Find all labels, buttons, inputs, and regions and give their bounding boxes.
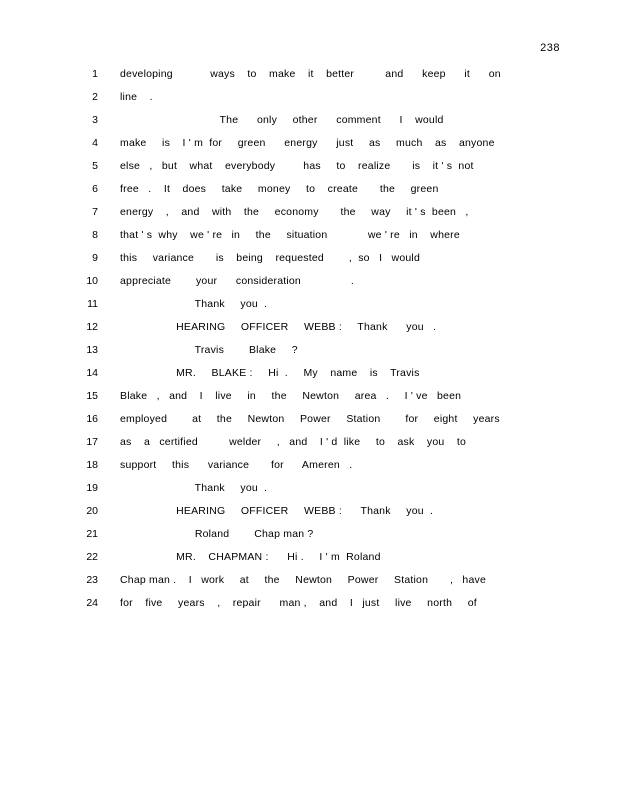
line-number: 22	[86, 551, 98, 563]
line-number: 1	[92, 68, 98, 80]
transcript-line	[0, 367, 618, 390]
line-text: else , but what everybody has to realize is it ' s not	[120, 160, 474, 172]
line-number: 24	[86, 597, 98, 609]
transcript-line	[0, 551, 618, 574]
line-number: 2	[92, 91, 98, 103]
transcript-body	[0, 68, 618, 620]
line-number: 7	[92, 206, 98, 218]
transcript-line	[0, 298, 618, 321]
line-number: 9	[92, 252, 98, 264]
transcript-line	[0, 229, 618, 252]
transcript-line	[0, 597, 618, 620]
transcript-line	[0, 137, 618, 160]
line-text: support this variance for Ameren .	[120, 459, 353, 471]
line-text: make is I ' m for green energy just as much as anyone	[120, 137, 495, 149]
line-number: 19	[86, 482, 98, 494]
line-text: MR. CHAPMAN : Hi . I ' m Roland	[120, 551, 381, 563]
line-text: free . It does take money to create the green	[120, 183, 439, 195]
line-text: energy , and with the economy the way it ' s been ,	[120, 206, 469, 218]
line-number: 13	[86, 344, 98, 356]
line-number: 18	[86, 459, 98, 471]
transcript-line	[0, 206, 618, 229]
page-number: 238	[540, 42, 560, 54]
line-text: appreciate your consideration .	[120, 275, 354, 287]
transcript-line	[0, 528, 618, 551]
line-text: Thank you .	[120, 298, 268, 310]
transcript-line	[0, 390, 618, 413]
transcript-line	[0, 91, 618, 114]
line-number: 20	[86, 505, 98, 517]
line-text: Blake , and I live in the Newton area . I ' ve been	[120, 390, 462, 402]
line-number: 15	[86, 390, 98, 402]
line-number: 4	[92, 137, 98, 149]
transcript-line	[0, 482, 618, 505]
line-number: 12	[86, 321, 98, 333]
line-number: 16	[86, 413, 98, 425]
transcript-line	[0, 114, 618, 137]
line-text: this variance is being requested , so I would	[120, 252, 420, 264]
line-text: HEARING OFFICER WEBB : Thank you .	[120, 505, 434, 517]
line-number: 6	[92, 183, 98, 195]
transcript-line	[0, 275, 618, 298]
transcript-line	[0, 574, 618, 597]
transcript-line	[0, 436, 618, 459]
line-text: for five years , repair man , and I just live north of	[120, 597, 477, 609]
line-text: line .	[120, 91, 153, 103]
transcript-line	[0, 413, 618, 436]
line-text: Travis Blake ?	[120, 344, 298, 356]
line-number: 14	[86, 367, 98, 379]
line-number: 10	[86, 275, 98, 287]
transcript-line	[0, 183, 618, 206]
transcript-line	[0, 344, 618, 367]
line-text: The only other comment I would	[120, 114, 444, 126]
line-number: 23	[86, 574, 98, 586]
line-number: 3	[92, 114, 98, 126]
line-text: that ' s why we ' re in the situation we ' re in where	[120, 229, 460, 241]
line-text: developing ways to make it better and keep it on	[120, 68, 501, 80]
transcript-line	[0, 459, 618, 482]
line-text: employed at the Newton Power Station for eight years	[120, 413, 500, 425]
line-number: 8	[92, 229, 98, 241]
line-text: HEARING OFFICER WEBB : Thank you .	[120, 321, 437, 333]
line-number: 21	[86, 528, 98, 540]
line-number: 11	[87, 298, 98, 310]
line-text: MR. BLAKE : Hi . My name is Travis	[120, 367, 420, 379]
line-text: as a certified welder , and I ' d like to ask you to	[120, 436, 467, 448]
line-number: 5	[92, 160, 98, 172]
line-number: 17	[86, 436, 98, 448]
line-text: Roland Chap man ?	[120, 528, 314, 540]
transcript-line	[0, 505, 618, 528]
transcript-line	[0, 252, 618, 275]
transcript-line	[0, 160, 618, 183]
line-text: Thank you .	[120, 482, 268, 494]
transcript-line	[0, 321, 618, 344]
transcript-line	[0, 68, 618, 91]
line-text: Chap man . I work at the Newton Power Station , have	[120, 574, 486, 586]
